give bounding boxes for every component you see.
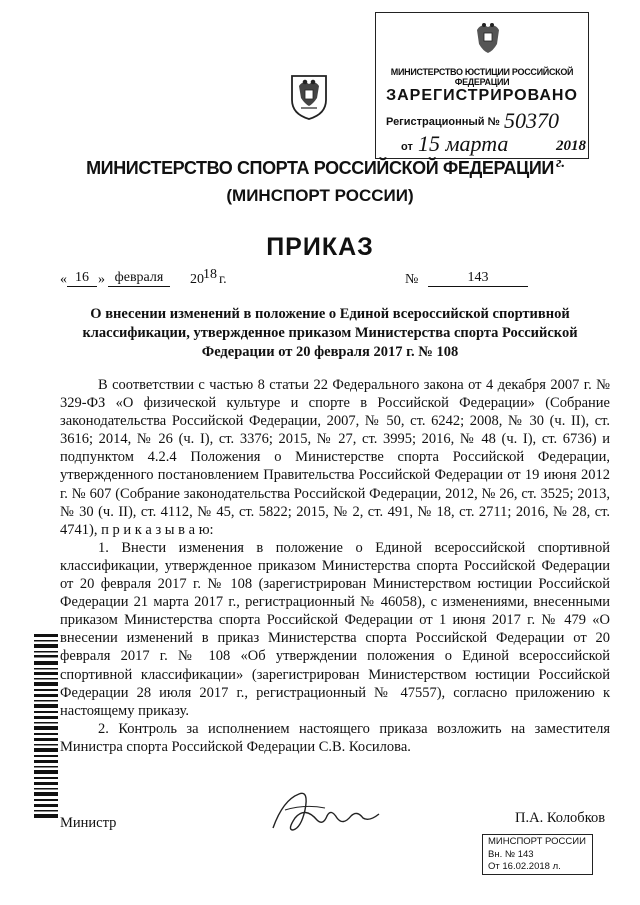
incoming-stamp-org: МИНСПОРТ РОССИИ: [488, 836, 586, 847]
ministry-name: МИНИСТЕРСТВО СПОРТА РОССИЙСКОЙ ФЕДЕРАЦИИ: [86, 158, 554, 178]
order-body: [60, 376, 610, 756]
body-paragraph-3: 2. Контроль за исполнением настоящего приказа возложить на заместителя Министра спорта Российской Федерации С.В. Косилова.: [60, 720, 610, 755]
stamp-date-value: 15 марта: [418, 131, 509, 156]
order-title: О внесении изменений в положение о Единой всероссийской спортивной классификации, утвержденное приказом Министерства спорта Российской Федерации от 20 февраля 2017 г. № 108: [82, 306, 578, 360]
date-year-unit: г.: [219, 272, 227, 287]
incoming-stamp-date: От 16.02.2018 л.: [488, 861, 561, 872]
date-year-suffix: 18: [203, 267, 217, 282]
stamp-regnum-label: Регистрационный №: [386, 116, 500, 128]
ministry-abbr: (МИНСПОРТ РОССИИ): [226, 186, 414, 205]
document-type: ПРИКАЗ: [266, 233, 374, 261]
incoming-stamp-number: Вн. № 143: [488, 848, 534, 860]
emblem-icon: [287, 70, 331, 120]
signatory-title: Министр: [60, 815, 117, 831]
stamp-regnum-value: 50370: [504, 108, 559, 133]
body-paragraph-1: В соответствии с частью 8 статьи 22 Федерального закона от 4 декабря 2007 г. № 329-ФЗ «О физической культуре и спорте в Российской Федерации» (Собрание законодательства Российской Федерации, 2007, № 50, ст. 6242; 2008, № 30 (ч. II), ст. 3616; 2014, № 26 (ч. I), ст. 3376; 2015, № 27, ст. 3995; 2016, № 48 (ч. I), ст. 6736) и подпунктом 4.2.4 Положения о Министерстве спорта Российской Федерации, утвержденного постановлением Правительства Российской Федерации от 19 июня 2012 г. № 607 (Собрание законодательства Российской Федерации, 2012, № 26, ст. 3525; 2013, № 30 (ч. II), ст. 4112, № 45, ст. 5822; 2015, № 2, ст. 491, № 18, ст. 2711; 2016, № 28, ст. 4741), п р и к а з ы в а ю:: [60, 377, 610, 538]
incoming-stamp: [482, 834, 593, 875]
stamp-registered-label: ЗАРЕГИСТРИРОВАНО: [386, 87, 578, 104]
date-close-quote: »: [98, 272, 105, 287]
signatory-name: П.А. Колобков: [515, 810, 606, 826]
date-day: 16: [67, 270, 97, 287]
stamp-year: 2018 г.: [556, 138, 586, 171]
signature-icon: [265, 780, 385, 840]
registration-stamp: [375, 12, 589, 171]
barcode-icon: [34, 632, 58, 822]
number-label: №: [405, 272, 419, 287]
order-number: 143: [428, 270, 528, 287]
stamp-emblem-icon: [471, 18, 505, 58]
stamp-ministry-label: МИНИСТЕРСТВО ЮСТИЦИИ РОССИЙСКОЙ ФЕДЕРАЦИИ: [390, 67, 574, 87]
date-open-quote: «: [60, 272, 67, 287]
stamp-from-label: от: [401, 141, 413, 153]
body-paragraph-2: 1. Внести изменения в положение о Единой всероссийской спортивной классификации, утвержденное приказом Министерства спорта Российской Федерации от 20 февраля 2017 г. № 108 (зарегистрирован Министерством юстиции Российской Федерации 21 марта 2017 г., регистрационный № 46058), с изменениями, внесенными приказом Министерства спорта Российской Федерации от 1 июня 2017 г. № 479 «О внесении изменений в приказ Министерства спорта Российской Федерации от 20 февраля 2017 г. № 108 «Об утверждении положения о Единой всероссийской спортивной классификации» (зарегистрирован Министерством юстиции Российской Федерации 28 июля 2017 г., регистрационный № 47557), согласно приложению к настоящему приказу.: [60, 539, 610, 719]
date-year-prefix: 20: [190, 272, 204, 287]
date-month: февраля: [108, 270, 170, 287]
